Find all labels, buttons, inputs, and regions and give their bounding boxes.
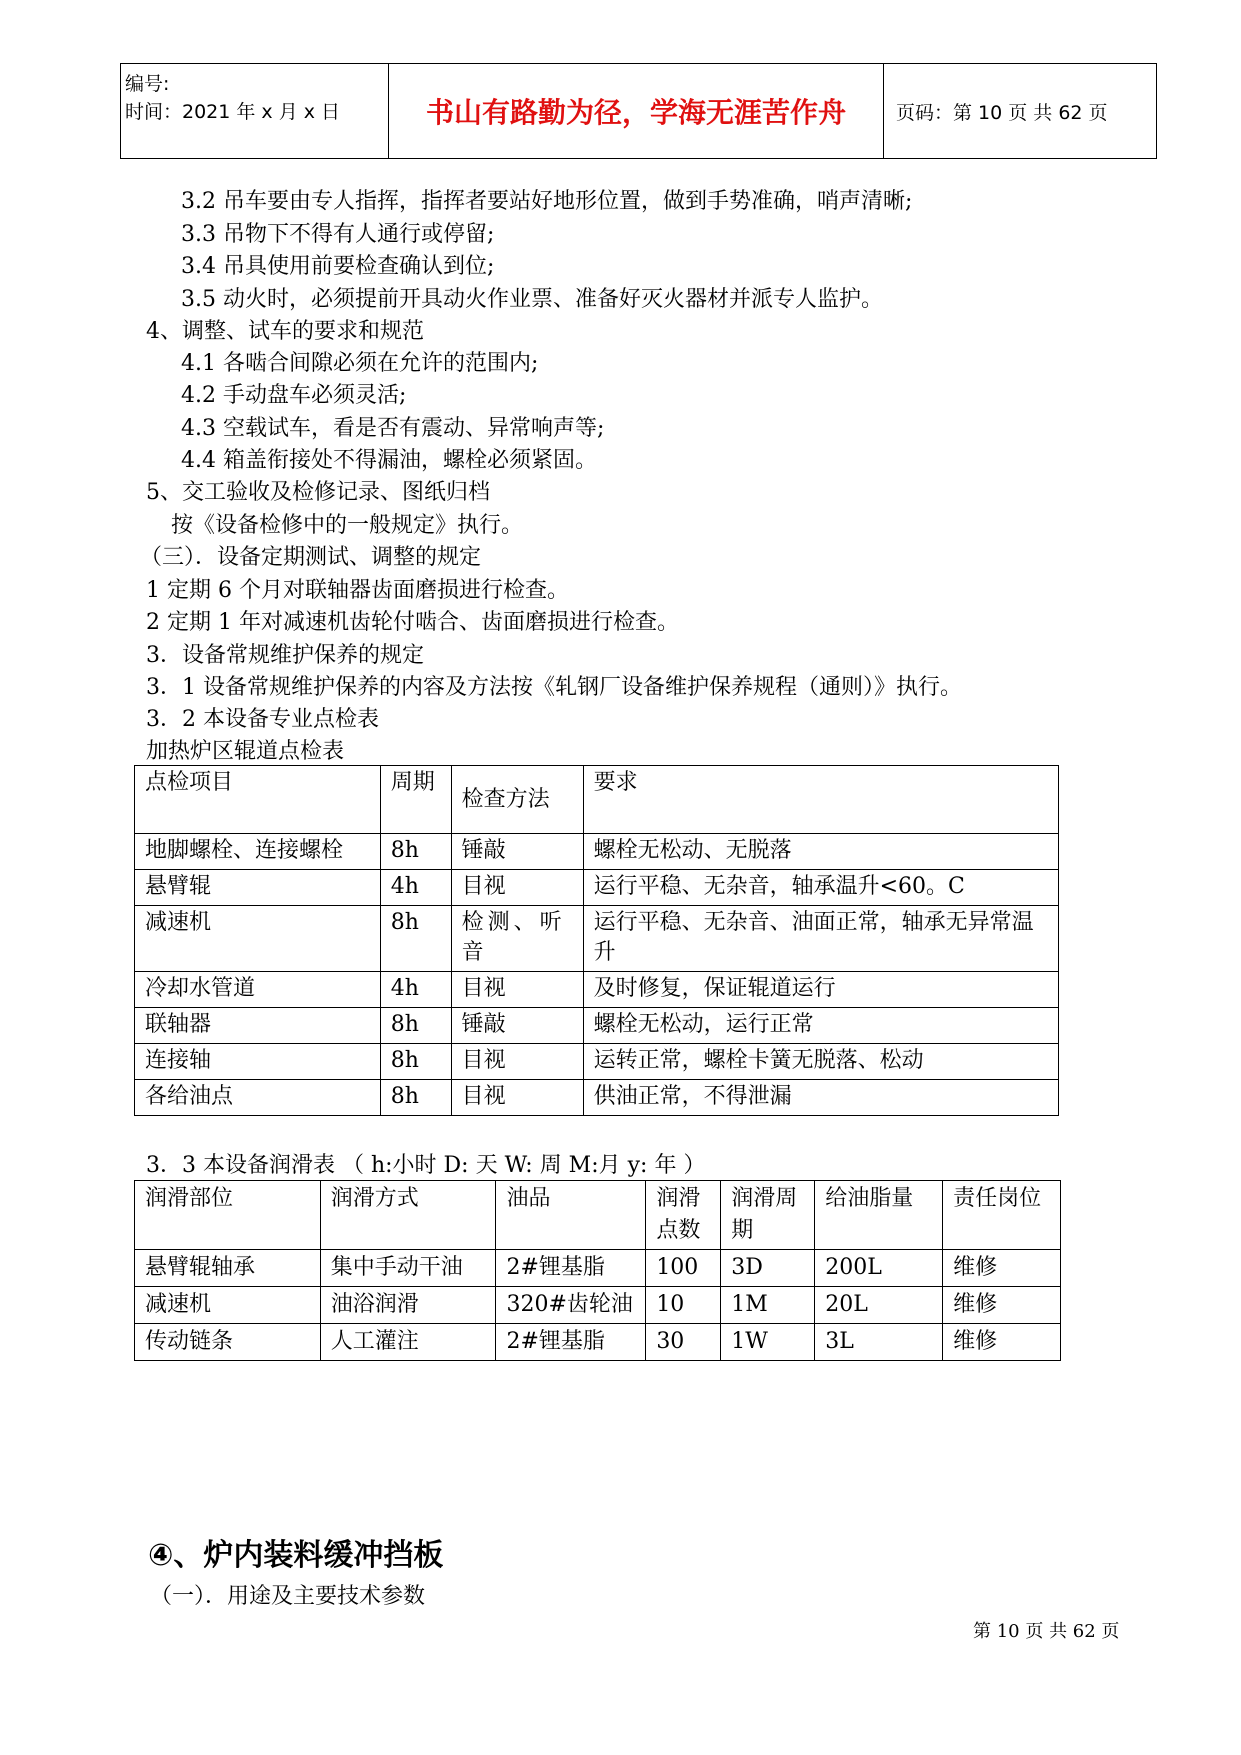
table-cell: 检测、听音	[451, 906, 583, 972]
table-cell: 油浴润滑	[320, 1287, 496, 1324]
section4-title: ④、炉内装料缓冲挡板	[148, 1538, 444, 1573]
section4-subtitle: （一）．用途及主要技术参数	[150, 1584, 426, 1609]
table-cell: 200L	[815, 1250, 943, 1287]
table-cell: 供油正常，不得泄漏	[583, 1080, 1058, 1116]
table-cell: 维修	[943, 1324, 1061, 1361]
inspection-table	[134, 765, 1059, 1116]
table-cell: 螺栓无松动、无脱落	[583, 834, 1058, 870]
table-cell: 目视	[451, 870, 583, 906]
table-cell: 锤敲	[451, 834, 583, 870]
table-header-cell: 检查方法	[451, 766, 583, 834]
table-cell: 运行平稳、无杂音，轴承温升<60。C	[583, 870, 1058, 906]
table-cell: 1W	[721, 1324, 815, 1361]
table-cell: 悬臂辊	[135, 870, 381, 906]
lube-title: 3．3 本设备润滑表 （ h:小时 D: 天 W: 周 M:月 y: 年 ）	[146, 1153, 706, 1178]
table-cell: 30	[646, 1324, 721, 1361]
section-heading: 5、交工验收及检修记录、图纸归档	[146, 480, 490, 505]
table-row	[135, 870, 1059, 906]
table-header-cell: 润滑周期	[721, 1181, 815, 1250]
table-cell: 100	[646, 1250, 721, 1287]
table-cell: 各给油点	[135, 1080, 381, 1116]
table-cell: 连接轴	[135, 1044, 381, 1080]
header-motto: 书山有路勤为径，学海无涯苦作舟	[389, 64, 884, 158]
table-cell: 4h	[380, 972, 451, 1008]
body-line: 3.4 吊具使用前要检查确认到位;	[181, 254, 495, 279]
body-line: 1 定期 6 个月对联轴器齿面磨损进行检查。	[146, 578, 569, 603]
table-cell: 减速机	[135, 906, 381, 972]
table-header-cell: 油品	[496, 1181, 646, 1250]
body-line: 4.3 空载试车，看是否有震动、异常响声等;	[181, 416, 605, 441]
number-label: 编号:	[125, 73, 170, 95]
table-row	[135, 1080, 1059, 1116]
table-cell: 人工灌注	[320, 1324, 496, 1361]
lubrication-table	[134, 1180, 1061, 1361]
body-line: 3.5 动火时，必须提前开具动火作业票、准备好灭火器材并派专人监护。	[181, 287, 883, 312]
table-cell: 1M	[721, 1287, 815, 1324]
body-line: 2 定期 1 年对减速机齿轮付啮合、齿面磨损进行检查。	[146, 610, 679, 635]
table-header-cell: 润滑部位	[135, 1181, 321, 1250]
table-header-cell: 润滑点数	[646, 1181, 721, 1250]
table-row	[135, 1324, 1061, 1361]
table-cell: 10	[646, 1287, 721, 1324]
table-cell: 8h	[380, 1080, 451, 1116]
table-cell: 3D	[721, 1250, 815, 1287]
table-cell: 目视	[451, 1080, 583, 1116]
section-heading: 3．设备常规维护保养的规定	[146, 643, 424, 668]
table-cell: 320#齿轮油	[496, 1287, 646, 1324]
header-page-info: 页码：第 10 页 共 62 页	[896, 101, 1108, 124]
table-cell: 20L	[815, 1287, 943, 1324]
table-cell: 螺栓无松动，运行正常	[583, 1008, 1058, 1044]
table-header-row	[135, 766, 1059, 834]
body-line: 4.4 箱盖衔接处不得漏油，螺栓必须紧固。	[181, 448, 597, 473]
table-header-cell: 点检项目	[135, 766, 381, 834]
table-cell: 目视	[451, 1044, 583, 1080]
table-row	[135, 1250, 1061, 1287]
table-cell: 运行平稳、无杂音、油面正常，轴承无异常温升	[583, 906, 1058, 972]
body-line: 4.2 手动盘车必须灵活;	[181, 383, 407, 408]
table-cell: 集中手动干油	[320, 1250, 496, 1287]
table-row	[135, 1044, 1059, 1080]
table-cell: 3L	[815, 1324, 943, 1361]
table-row	[135, 1008, 1059, 1044]
section-heading: 4、调整、试车的要求和规范	[146, 319, 424, 344]
table-row	[135, 1287, 1061, 1324]
body-line: 按《设备检修中的一般规定》执行。	[171, 513, 524, 538]
table-row	[135, 906, 1059, 972]
table-cell: 冷却水管道	[135, 972, 381, 1008]
table-cell: 悬臂辊轴承	[135, 1250, 321, 1287]
body-line: 3．2 本设备专业点检表	[146, 707, 379, 732]
table-header-cell: 润滑方式	[320, 1181, 496, 1250]
page-header	[120, 63, 1157, 159]
table-cell: 传动链条	[135, 1324, 321, 1361]
table-cell: 4h	[380, 870, 451, 906]
table-header-cell: 要求	[583, 766, 1058, 834]
table-cell: 维修	[943, 1287, 1061, 1324]
table-cell: 2#锂基脂	[496, 1250, 646, 1287]
table-header-cell: 给油脂量	[815, 1181, 943, 1250]
time-label: 时间：2021 年 x 月 x 日	[125, 101, 341, 123]
header-meta	[121, 64, 389, 158]
table-header-cell: 周期	[380, 766, 451, 834]
table-row	[135, 834, 1059, 870]
table-cell: 8h	[380, 906, 451, 972]
table-cell: 地脚螺栓、连接螺栓	[135, 834, 381, 870]
body-line: 3.2 吊车要由专人指挥，指挥者要站好地形位置，做到手势准确，哨声清晰;	[181, 189, 913, 214]
table-cell: 8h	[380, 834, 451, 870]
table-cell: 目视	[451, 972, 583, 1008]
table-header-cell: 责任岗位	[943, 1181, 1061, 1250]
table-cell: 及时修复，保证辊道运行	[583, 972, 1058, 1008]
table-caption: 加热炉区辊道点检表	[146, 739, 345, 764]
table-cell: 联轴器	[135, 1008, 381, 1044]
table-cell: 2#锂基脂	[496, 1324, 646, 1361]
section-heading: （三）．设备定期测试、调整的规定	[140, 545, 482, 570]
table-cell: 维修	[943, 1250, 1061, 1287]
table-cell: 锤敲	[451, 1008, 583, 1044]
table-header-row	[135, 1181, 1061, 1250]
body-line: 3．1 设备常规维护保养的内容及方法按《轧钢厂设备维护保养规程（通则）》执行。	[146, 675, 962, 700]
body-line: 3.3 吊物下不得有人通行或停留;	[181, 222, 495, 247]
page-footer: 第 10 页 共 62 页	[973, 1621, 1120, 1642]
table-cell: 减速机	[135, 1287, 321, 1324]
table-row	[135, 972, 1059, 1008]
table-cell: 运转正常，螺栓卡簧无脱落、松动	[583, 1044, 1058, 1080]
table-cell: 8h	[380, 1044, 451, 1080]
body-line: 4.1 各啮合间隙必须在允许的范围内;	[181, 351, 539, 376]
table-cell: 8h	[380, 1008, 451, 1044]
